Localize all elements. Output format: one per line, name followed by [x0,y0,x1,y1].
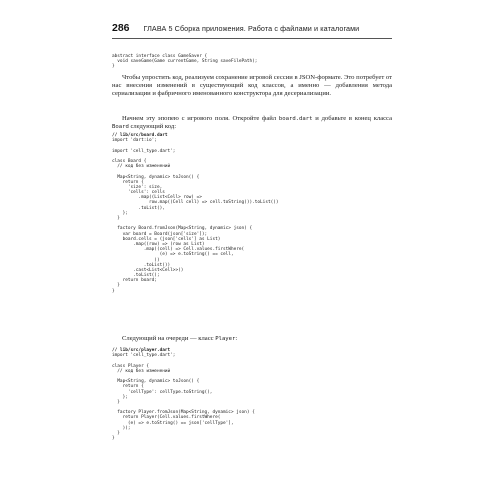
code-line: .toList(); [112,273,160,279]
code-line: )); [112,425,131,431]
code-line: return { [112,384,144,390]
code-lines [112,138,392,294]
code-block-board [112,133,392,294]
page-header [112,22,392,36]
code-line: }; [112,210,128,216]
code-line: class Player { [112,363,150,369]
code-line: Map<String, dynamic> toJson() { [112,174,200,180]
code-line: (e) => e.toString() == cell, [112,252,234,258]
code-line: 'size': size, [112,184,163,190]
code-line: .toList(), [112,205,165,211]
code-lines [112,353,392,441]
code-line: row.map((Cell cell) => cell.toString()).toList()) [112,200,279,206]
code-line: return { [112,179,144,185]
code-line: import 'cell_type.dart'; [112,353,176,359]
paragraph-board-intro: Начнем эту эпопею с игрового поля. Откройте файл board.dart и добавьте в конец класса Board следующий код: [112,115,392,131]
code-line: }; [112,394,128,400]
code-line: } [112,431,120,436]
code-line: var board = Board(json['size']); [112,231,208,237]
inline-code-class: Board [112,124,129,131]
code-block-title: // lib/src/board.dart [112,133,168,138]
inline-code-class: Player [215,336,236,342]
code-line: 'cellType': cellType.toString(), [112,389,213,395]
code-line: )) [112,257,160,263]
code-line: } [112,399,120,405]
code-line: } [112,436,115,442]
page-number: 286 [112,22,130,34]
paragraph-player-intro: Следующий на очереди — класс Player: [122,335,238,342]
header-rule [112,38,392,39]
chapter-title: ГЛАВА 5 Сборка приложения. Работа с файлами и каталогами [143,24,360,33]
inline-code-file: board.dart [278,116,313,122]
code-line: } [112,216,120,221]
code-line: } [112,288,115,294]
code-block-gamesaver [112,54,392,70]
code-line: factory Board.fromJson(Map<String, dynamic> json) { [112,226,253,232]
code-line: (e) => e.toString() == json['cellType'], [112,420,234,426]
code-line: // код без изменений [112,368,171,374]
code-line: void saveGame(Game currentGame, String saveFilePath); [112,59,258,65]
code-line: Map<String, dynamic> toJson() { [112,379,200,385]
code-line: } [112,283,120,289]
code-block-title: // lib/src/player.dart [112,348,171,353]
code-line: .map((List<Cell> row) => [112,195,202,201]
paragraph-json-intro: Чтобы упростить код, реализуем сохранение игровой сессии в JSON-формате. Это потребует от нас внесения изменений в существующий код классов, а именно — добавления метода сериализации и фабричного именованного конструктора для десериализации. [112,74,392,98]
code-line: import 'cell_type.dart'; [112,148,176,154]
code-line: return Player(Cell.values.firstWhere( [112,415,221,421]
code-line: .cast<List<Cell>>() [112,267,184,273]
code-line: import 'dart:io'; [112,138,157,144]
code-block-player [112,348,392,441]
code-line: 'cells': cells [112,190,165,196]
code-line: } [112,64,115,70]
code-line: factory Player.fromJson(Map<String, dynamic> json) { [112,410,255,416]
code-line: .toList()) [112,262,171,268]
code-line: .map((cell) => Cell.values.firstWhere( [112,247,245,253]
code-line: // код без изменений [112,164,171,170]
code-line: return board; [112,278,157,284]
code-line: board.cells = (json['cells'] as List) [112,236,221,242]
code-line: .map((row) => (row as List) [112,241,205,247]
code-line: abstract interface class GameSaver { [112,54,208,59]
code-line: class Board { [112,158,147,164]
